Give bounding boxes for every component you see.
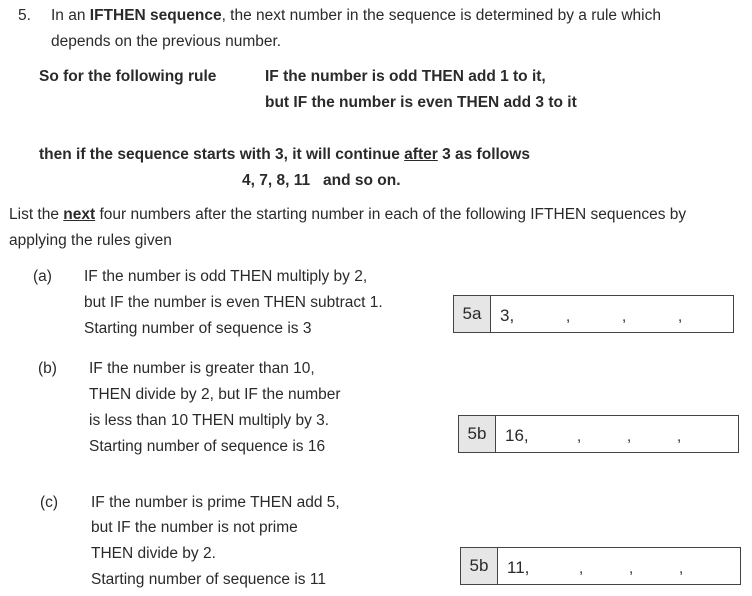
- part-b-rule-line1: IF the number is greater than 10,: [89, 360, 315, 377]
- instruction-underlined: next: [63, 206, 96, 223]
- example-rule-lead: So for the following rule: [39, 68, 217, 85]
- separator-comma: ,: [627, 428, 632, 445]
- intro-pre: In an: [51, 7, 90, 24]
- question-intro: [51, 7, 661, 25]
- part-c-label: (c): [40, 494, 59, 511]
- part-a-label: (a): [33, 268, 52, 285]
- separator-comma: ,: [566, 308, 571, 325]
- separator-comma: ,: [679, 560, 684, 577]
- instruction: [9, 206, 686, 224]
- part-c-rule-line4: Starting number of sequence is 11: [91, 571, 326, 588]
- instruction-line2: applying the rules given: [9, 232, 172, 249]
- answer-start-value: 11,: [507, 558, 530, 577]
- part-b-rule-line2: THEN divide by 2, but IF the number: [89, 386, 341, 403]
- part-b-rule-line4: Starting number of sequence is 16: [89, 438, 326, 455]
- question-number: 5.: [18, 7, 31, 24]
- intro-post: , the next number in the sequence is determined by a rule which: [221, 7, 661, 24]
- separator-comma: ,: [629, 560, 634, 577]
- part-b-label: (b): [38, 360, 57, 377]
- example-rule-line2: but IF the number is even THEN add 3 to it: [265, 94, 577, 111]
- part-a-rule-line2: but IF the number is even THEN subtract 1.: [84, 294, 383, 311]
- separator-comma: ,: [622, 308, 627, 325]
- separator-comma: ,: [677, 428, 682, 445]
- separator-comma: ,: [577, 428, 582, 445]
- intro-bold-term: IFTHEN sequence: [89, 7, 222, 24]
- part-c-rule-line2: but IF the number is not prime: [91, 519, 298, 536]
- answer-box-label: 5b: [459, 416, 496, 452]
- answer-box-5c[interactable]: [460, 547, 741, 585]
- separator-comma: ,: [678, 308, 683, 325]
- instruction-pre: List the: [9, 206, 64, 223]
- question-intro-line2: depends on the previous number.: [51, 33, 282, 50]
- example-sequence: 4, 7, 8, 11 and so on.: [242, 172, 401, 189]
- answer-box-label: 5b: [461, 548, 498, 584]
- answer-start-value: 3,: [500, 306, 515, 325]
- answer-box-5b[interactable]: [458, 415, 739, 453]
- answer-start-value: 16,: [505, 426, 529, 445]
- starts-underlined: after: [404, 146, 438, 163]
- part-a-rule-line3: Starting number of sequence is 3: [84, 320, 312, 337]
- instruction-post: four numbers after the starting number in each of the following IFTHEN sequences by: [95, 206, 687, 223]
- answer-box-5a[interactable]: [453, 295, 734, 333]
- example-rule-line1: IF the number is odd THEN add 1 to it,: [265, 68, 546, 85]
- answer-box-label: 5a: [454, 296, 491, 332]
- part-c-rule-line3: THEN divide by 2.: [91, 545, 216, 562]
- part-a-rule-line1: IF the number is odd THEN multiply by 2,: [84, 268, 368, 285]
- part-b-rule-line3: is less than 10 THEN multiply by 3.: [89, 412, 330, 429]
- part-c-rule-line1: IF the number is prime THEN add 5,: [91, 494, 340, 511]
- starts-post: 3 as follows: [437, 146, 530, 163]
- separator-comma: ,: [579, 560, 584, 577]
- starts-pre: then if the sequence starts with 3, it will continue: [39, 146, 405, 163]
- example-starts-text: [39, 146, 530, 164]
